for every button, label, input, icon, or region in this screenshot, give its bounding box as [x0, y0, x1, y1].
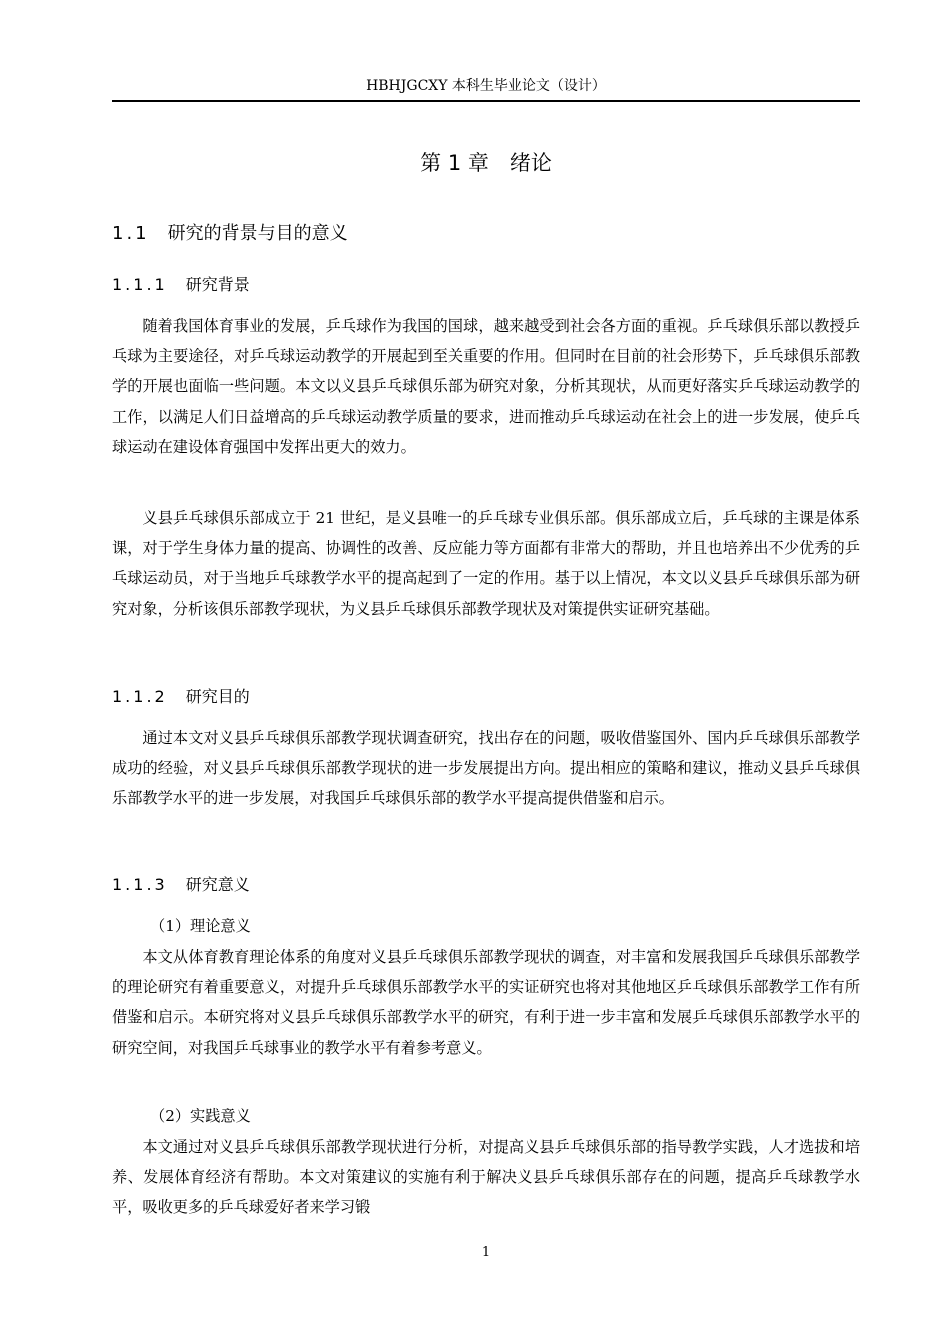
paragraph: 义县乒乓球俱乐部成立于 21 世纪，是义县唯一的乒乓球专业俱乐部。俱乐部成立后，乒乓球的主课是体系课，对于学生身体力量的提高、协调性的改善、反应能力等方面都有非常大的帮助，并且也培养出不少优秀的乒乓球运动员，对于当地乒乓球教学水平的提高起到了一定的作用。基于以上情况，本文以义县乒乓球俱乐部为研究对象，分析该俱乐部教学现状，为义县乒乓球俱乐部教学现状及对策提供实证研究基础。	[112, 509, 860, 618]
subsection-number: 1.1.3	[112, 875, 168, 894]
chapter-title: 第 1 章 绪论	[420, 151, 552, 175]
subsection-heading-1-1-2	[112, 684, 250, 710]
subsection-title: 研究意义	[185, 875, 250, 894]
subsection-title: 研究目的	[185, 687, 250, 706]
running-header: HBHJGCXY 本科生毕业论文（设计）	[366, 78, 606, 94]
section-number: 1.1	[112, 223, 150, 244]
subsection-number: 1.1.2	[112, 687, 168, 706]
subsection-number: 1.1.1	[112, 275, 168, 294]
paragraph: 通过本文对义县乒乓球俱乐部教学现状调查研究，找出存在的问题，吸收借鉴国外、国内乒乓球俱乐部教学成功的经验，对义县乒乓球俱乐部教学现状的进一步发展提出方向。提出相应的策略和建议，推动义县乒乓球俱乐部教学水平的进一步发展，对我国乒乓球俱乐部的教学水平提高提供借鉴和启示。	[112, 729, 860, 808]
subheading-theory: （1）理论意义	[150, 917, 251, 935]
header-rule	[112, 100, 860, 102]
paragraph: 本文通过对义县乒乓球俱乐部教学现状进行分析，对提高义县乒乓球俱乐部的指导教学实践，人才选拔和培养、发展体育经济有帮助。本文对策建议的实施有利于解决义县乒乓球俱乐部存在的问题，提高乒乓球教学水平，吸收更多的乒乓球爱好者来学习锻	[112, 1138, 860, 1217]
subsection-heading-1-1-1	[112, 272, 250, 298]
page-number: 1	[481, 1245, 491, 1260]
subsection-title: 研究背景	[185, 275, 250, 294]
section-heading-1-1	[112, 220, 348, 248]
paragraph: 本文从体育教育理论体系的角度对义县乒乓球俱乐部教学现状的调查，对丰富和发展我国乒乓球俱乐部教学的理论研究有着重要意义，对提升乒乓球俱乐部教学水平的实证研究也将对其他地区乒乓球俱乐部教学工作有所借鉴和启示。本研究将对义县乒乓球俱乐部教学水平的研究，有利于进一步丰富和发展乒乓球俱乐部教学水平的研究空间，对我国乒乓球事业的教学水平有着参考意义。	[112, 948, 860, 1057]
paragraph: 随着我国体育事业的发展，乒乓球作为我国的国球，越来越受到社会各方面的重视。乒乓球俱乐部以教授乒乓球为主要途径，对乒乓球运动教学的开展起到至关重要的作用。但同时在目前的社会形势下，乒乓球俱乐部教学的开展也面临一些问题。本文以义县乒乓球俱乐部为研究对象，分析其现状，从而更好落实乒乓球运动教学的工作，以满足人们日益增高的乒乓球运动教学质量的要求，进而推动乒乓球运动在社会上的进一步发展，使乒乓球运动在建设体育强国中发挥出更大的效力。	[112, 317, 860, 456]
subsection-heading-1-1-3	[112, 872, 250, 898]
section-title: 研究的背景与目的意义	[167, 223, 348, 244]
subheading-practice: （2）实践意义	[150, 1107, 251, 1125]
